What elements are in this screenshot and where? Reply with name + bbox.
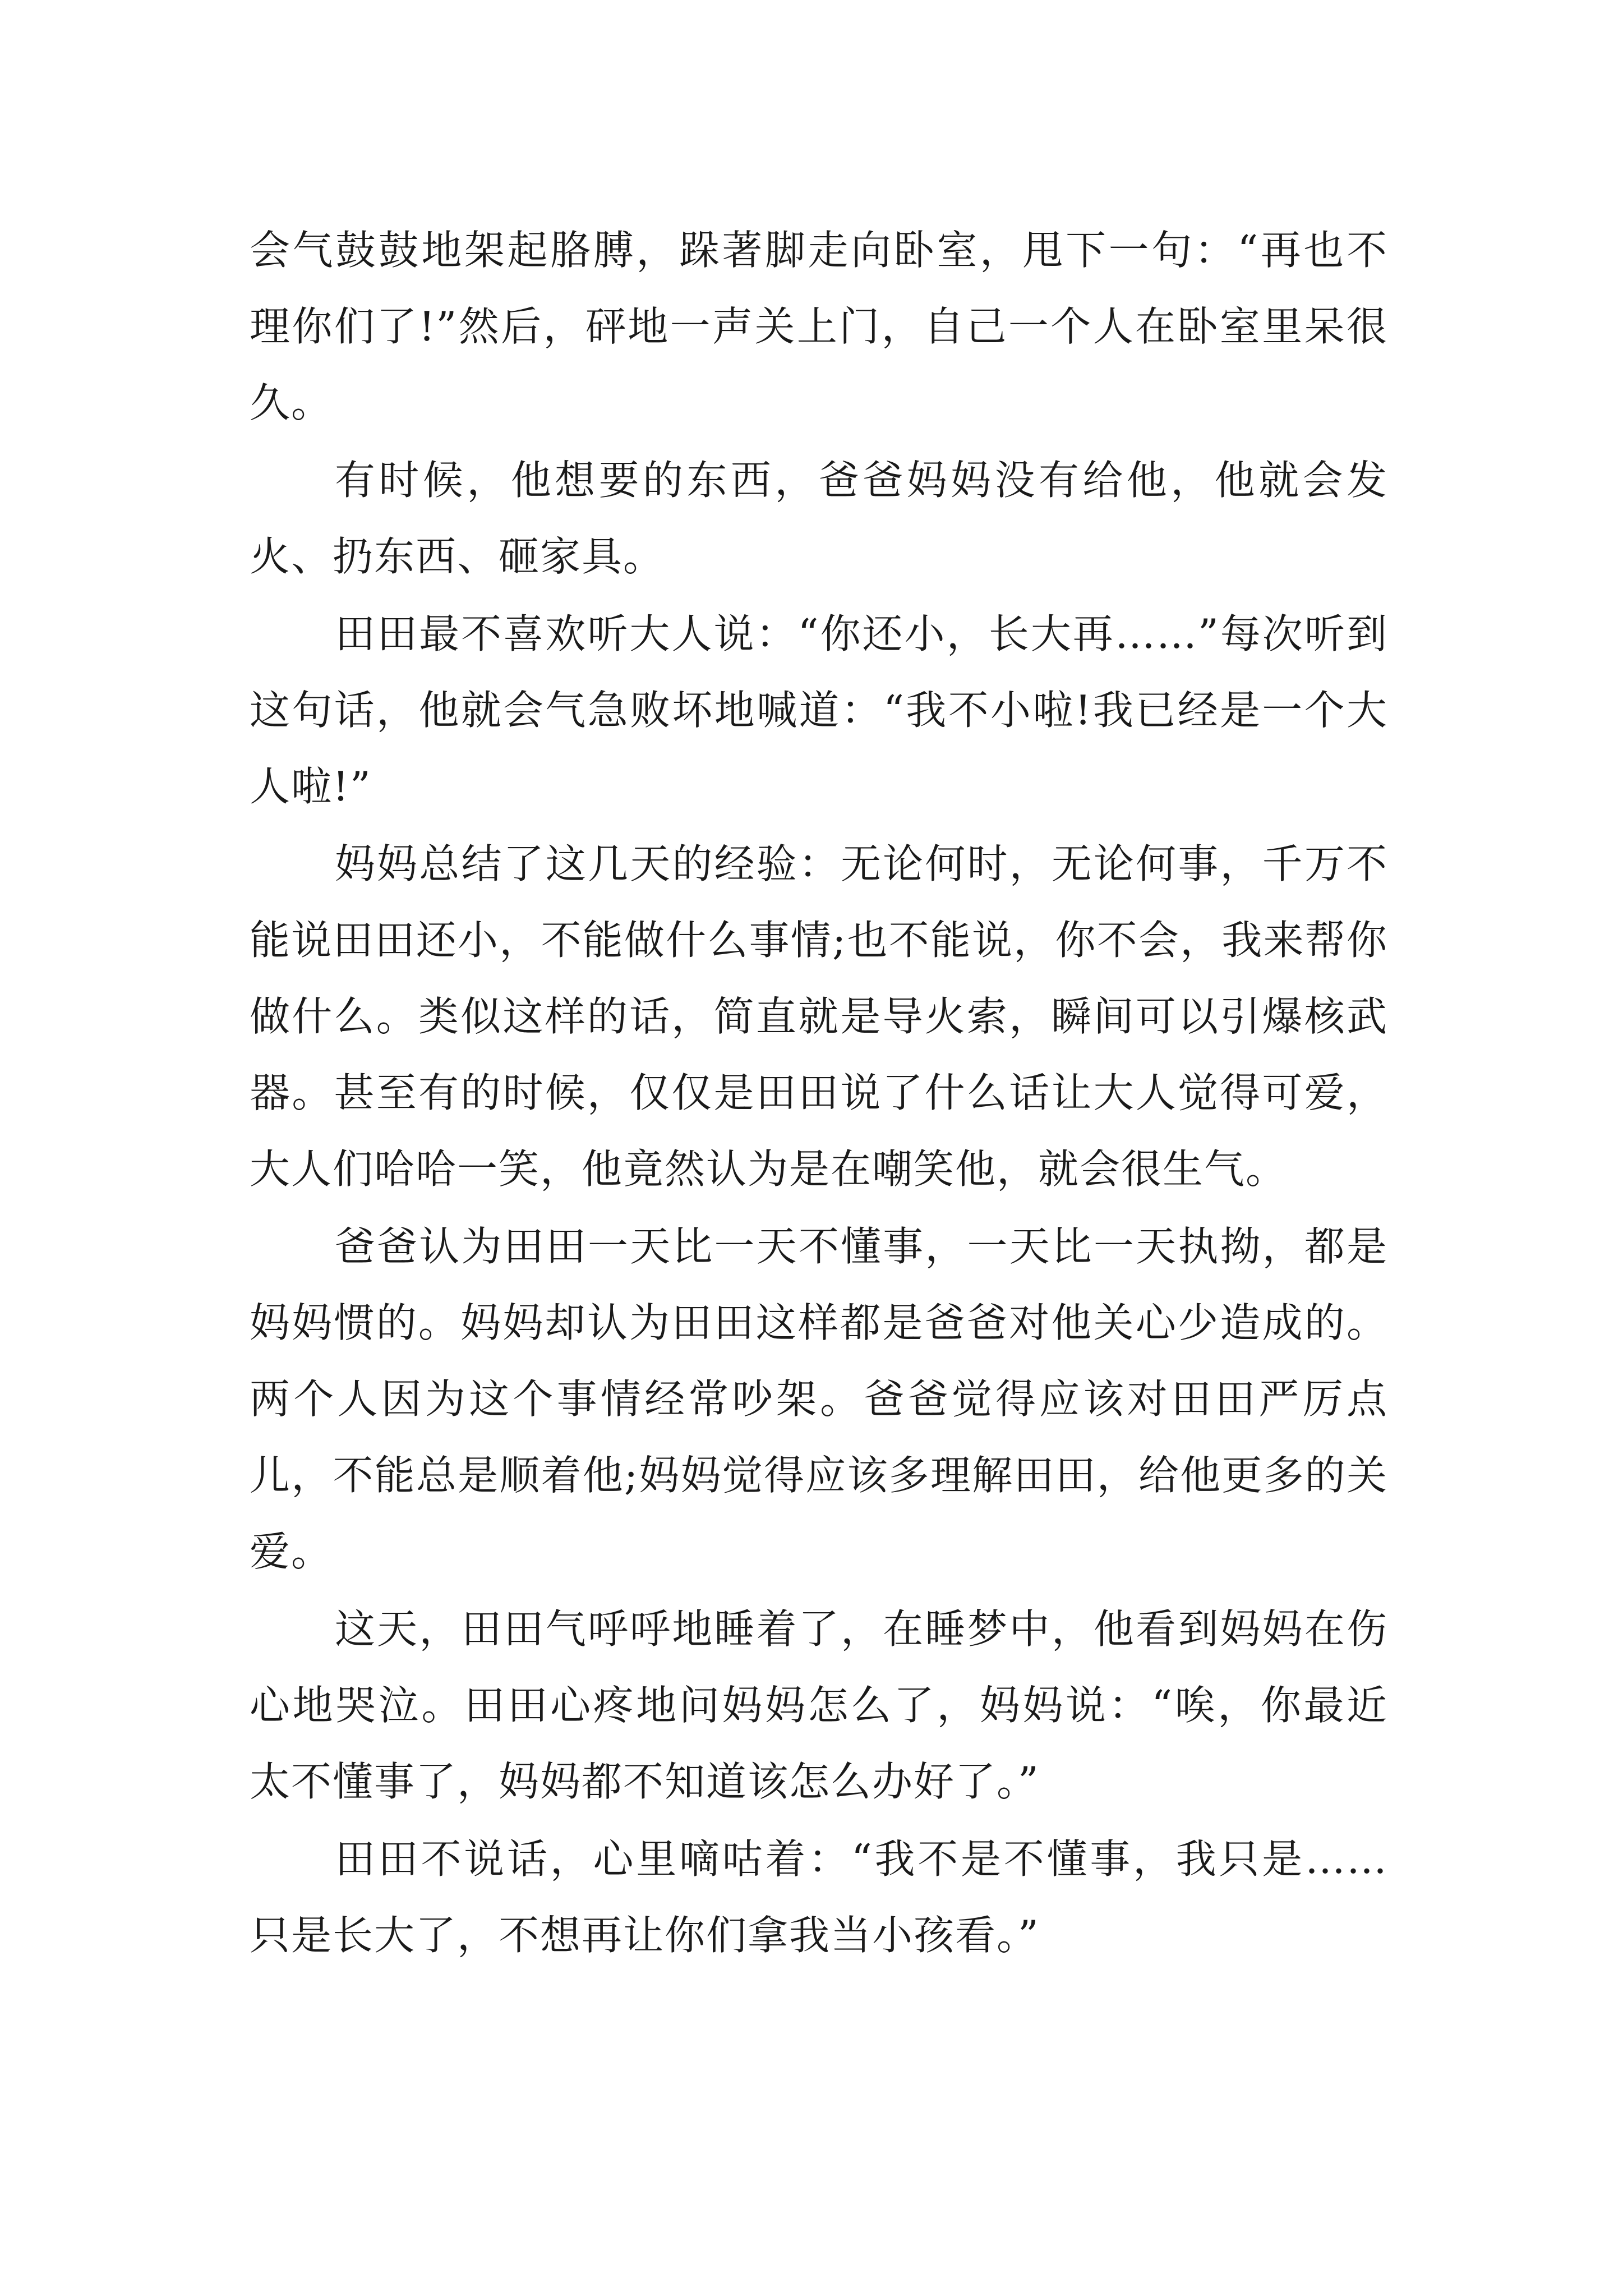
paragraph-5: 爸爸认为田田一天比一天不懂事，一天比一天执拗，都是妈妈惯的。妈妈却认为田田这样都是爸爸对他关心少造成的。两个人因为这个事情经常吵架。爸爸觉得应该对田田严厉点儿，不能总是顺着他;妈妈觉得应该多理解田田，给他更多的关爱。	[250, 1223, 1388, 1575]
paragraph-7: 田田不说话，心里嘀咕着：“我不是不懂事，我只是……只是长大了，不想再让你们拿我当小孩看。”	[250, 1835, 1388, 1959]
paragraph-1: 会气鼓鼓地架起胳膊，跺著脚走向卧室，甩下一句：“再也不理你们了!”然后，砰地一声关上门，自己一个人在卧室里呆很久。	[250, 227, 1388, 426]
paragraph-2: 有时候，他想要的东西，爸爸妈妈没有给他，他就会发火、扔东西、砸家具。	[250, 457, 1388, 580]
paragraph-4: 妈妈总结了这几天的经验：无论何时，无论何事，千万不能说田田还小，不能做什么事情;也不能说，你不会，我来帮你做什么。类似这样的话，简直就是导火索，瞬间可以引爆核武器。甚至有的时候，仅仅是田田说了什么话让大人觉得可爱，大人们哈哈一笑，他竟然认为是在嘲笑他，就会很生气。	[250, 840, 1388, 1193]
document-body	[250, 212, 1388, 1975]
paragraph-6: 这天，田田气呼呼地睡着了，在睡梦中，他看到妈妈在伤心地哭泣。田田心疼地问妈妈怎么了，妈妈说：“唉，你最近太不懂事了，妈妈都不知道该怎么办好了。”	[250, 1605, 1388, 1805]
paragraph-3: 田田最不喜欢听大人说：“你还小，长大再……”每次听到这句话，他就会气急败坏地喊道：“我不小啦!我已经是一个大人啦!”	[250, 610, 1388, 810]
